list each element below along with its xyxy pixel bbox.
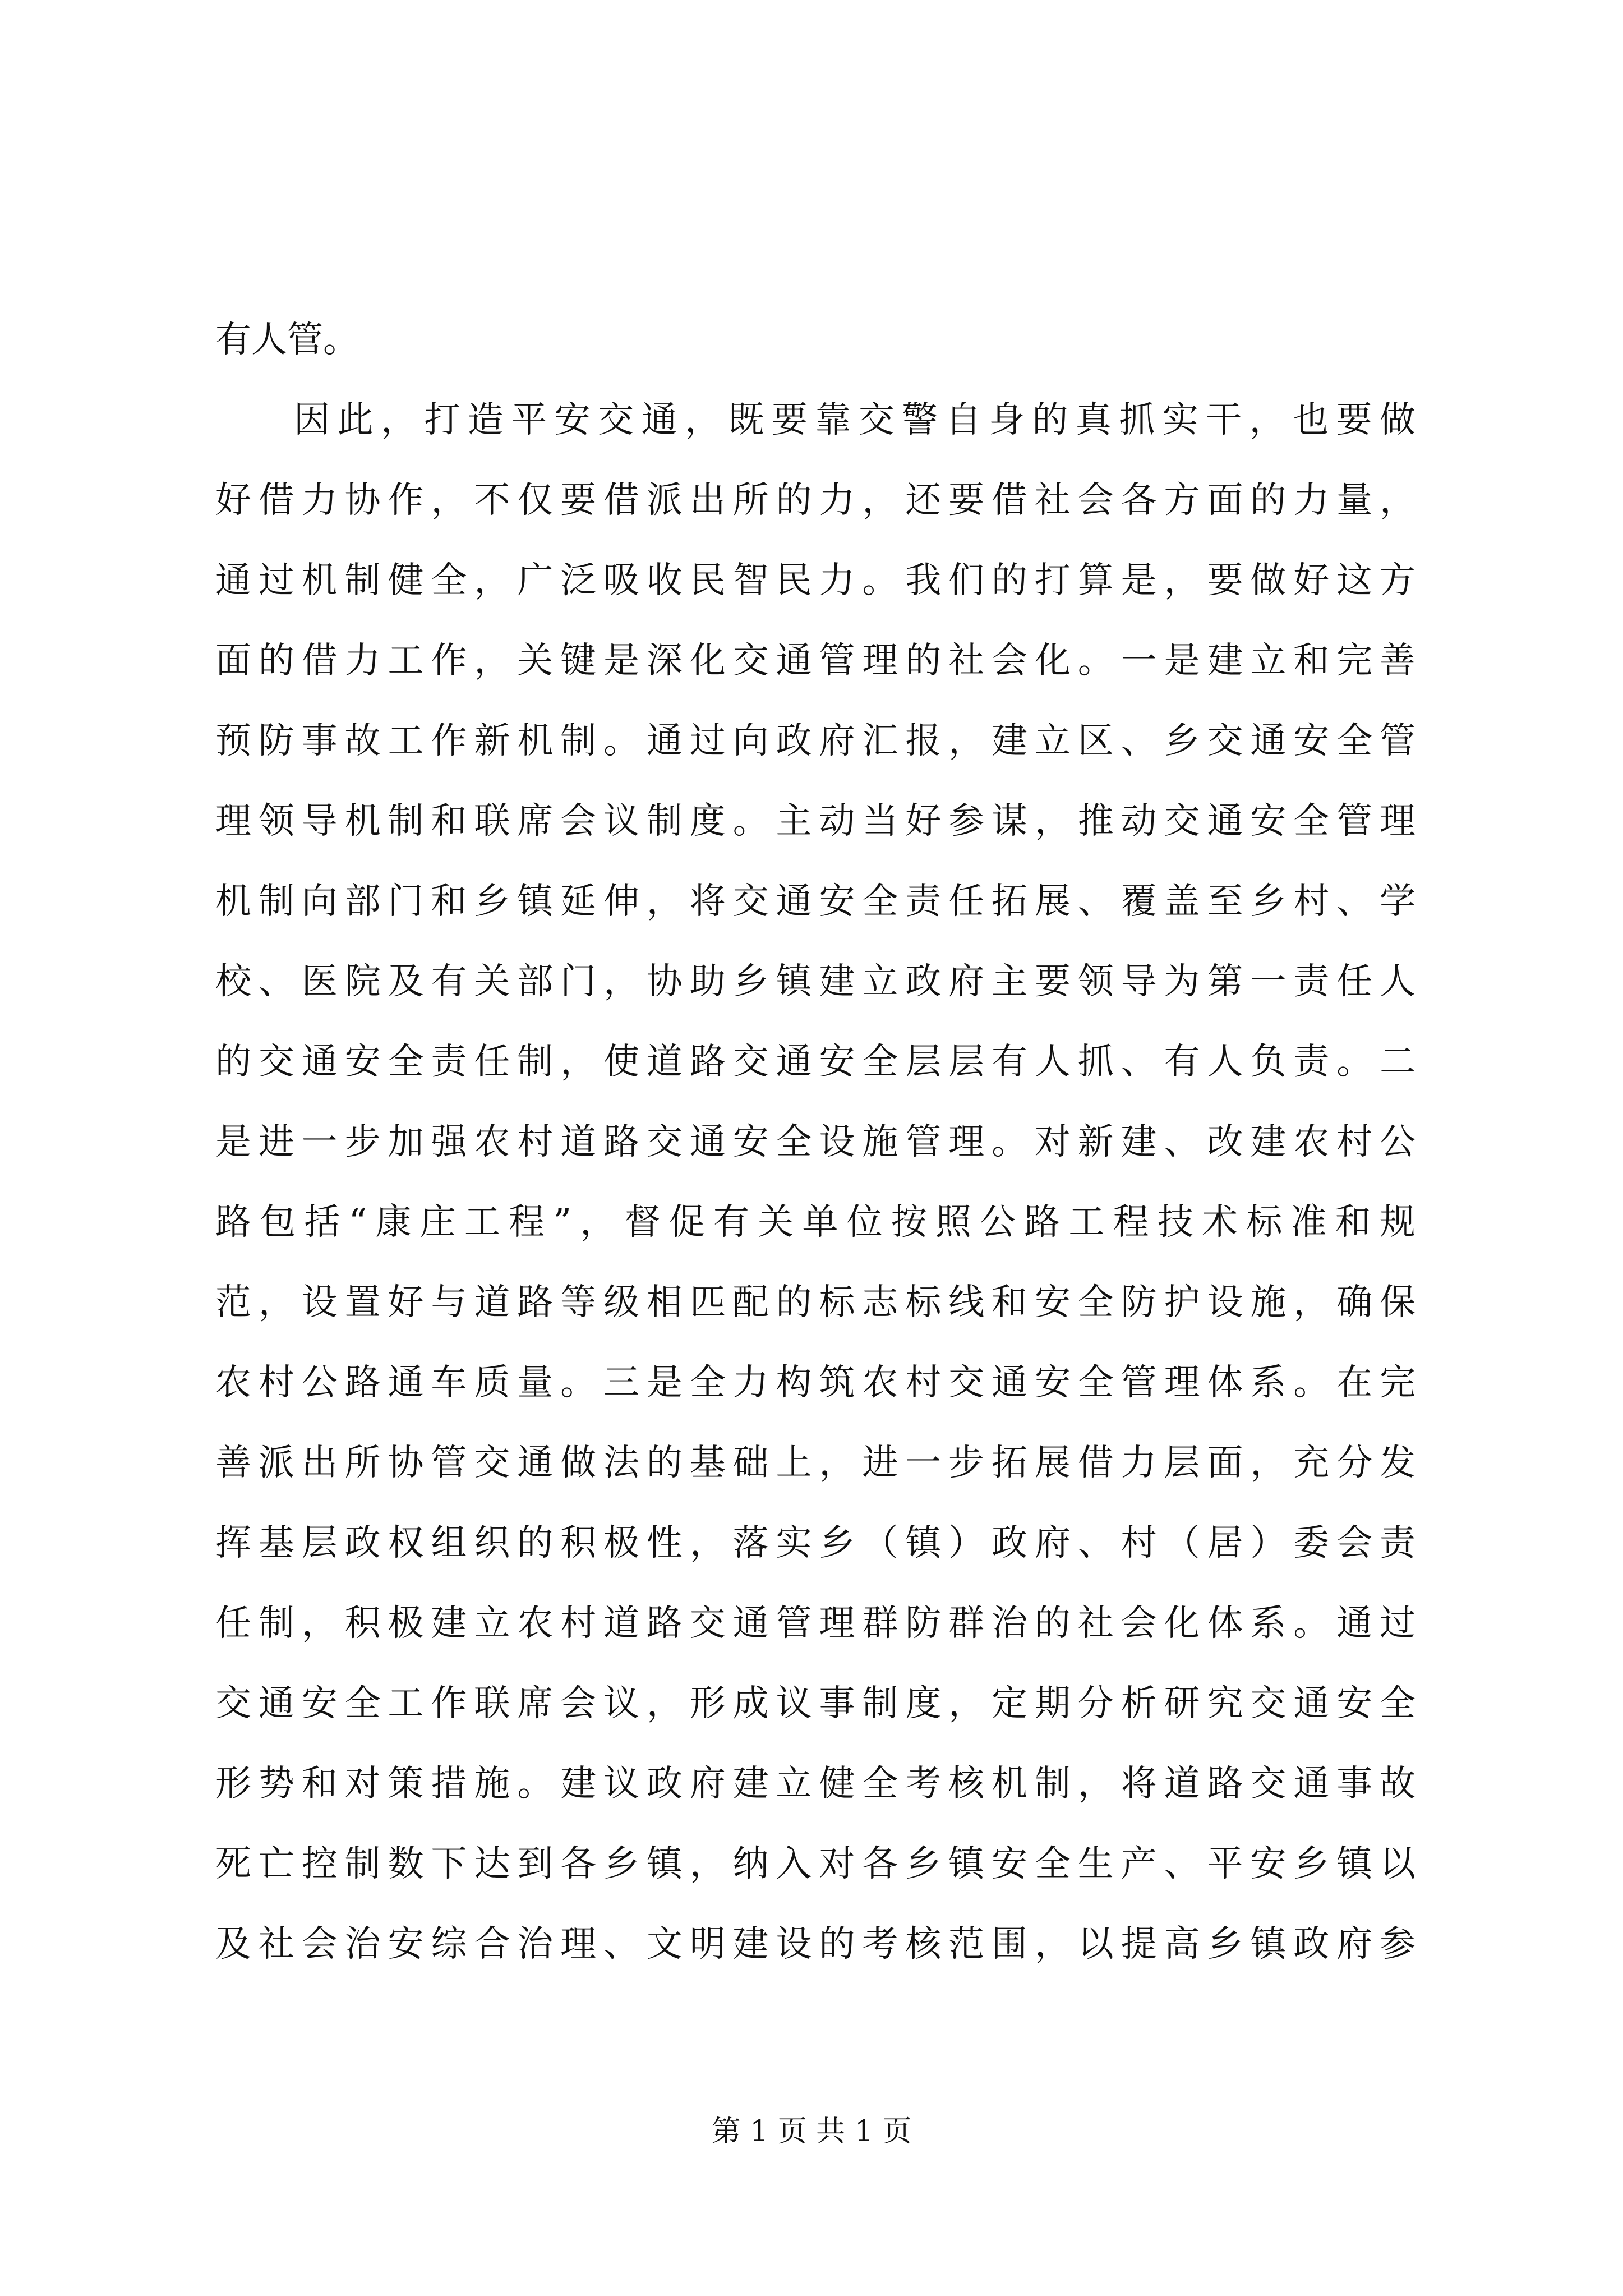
paragraph-2-line-15: 挥基层政权组织的积极性，落实乡（镇）政府、村（居）委会责	[215, 1522, 1415, 1564]
paragraph-2-line-13: 农村公路通车质量。三是全力构筑农村交通安全管理体系。在完	[215, 1362, 1415, 1404]
page-footer	[0, 2109, 1623, 2154]
paragraph-2-line-17: 交通安全工作联席会议，形成议事制度，定期分析研究交通安全	[215, 1683, 1415, 1724]
paragraph-2-line-7: 机制向部门和乡镇延伸，将交通安全责任拓展、覆盖至乡村、学	[215, 881, 1415, 922]
paragraph-2-line-10: 是进一步加强农村道路交通安全设施管理。对新建、改建农村公	[215, 1121, 1415, 1163]
paragraph-2-line-1: 因此，打造平安交通，既要靠交警自身的真抓实干，也要做	[294, 399, 1415, 441]
paragraph-2-line-2: 好借力协作，不仅要借派出所的力，还要借社会各方面的力量，	[215, 480, 1415, 521]
paragraph-2-line-5: 预防事故工作新机制。通过向政府汇报，建立区、乡交通安全管	[215, 720, 1415, 762]
page-number-label: 第 1 页 共 1 页	[711, 2115, 912, 2148]
paragraph-2-line-8: 校、医院及有关部门，协助乡镇建立政府主要领导为第一责任人	[215, 961, 1415, 1002]
paragraph-2-line-18: 形势和对策措施。建议政府建立健全考核机制，将道路交通事故	[215, 1763, 1415, 1805]
paragraph-2-line-16: 任制，积极建立农村道路交通管理群防群治的社会化体系。通过	[215, 1603, 1415, 1644]
paragraph-2-line-12: 范，设置好与道路等级相匹配的标志标线和安全防护设施，确保	[215, 1282, 1415, 1323]
paragraph-2-line-6: 理领导机制和联席会议制度。主动当好参谋，推动交通安全管理	[215, 800, 1415, 842]
paragraph-2-line-14: 善派出所协管交通做法的基础上，进一步拓展借力层面，充分发	[215, 1442, 1415, 1484]
paragraph-2-line-20: 及社会治安综合治理、文明建设的考核范围，以提高乡镇政府参	[215, 1924, 1415, 1965]
paragraph-2-line-9: 的交通安全责任制，使道路交通安全层层有人抓、有人负责。二	[215, 1041, 1415, 1083]
document-body	[215, 300, 1415, 1985]
paragraph-2-line-4: 面的借力工作，关键是深化交通管理的社会化。一是建立和完善	[215, 640, 1415, 682]
paragraph-2-line-3: 通过机制健全，广泛吸收民智民力。我们的打算是，要做好这方	[215, 560, 1415, 601]
paragraph-1-line-1: 有人管。	[215, 319, 359, 361]
paragraph-2-line-19: 死亡控制数下达到各乡镇，纳入对各乡镇安全生产、平安乡镇以	[215, 1843, 1415, 1885]
paragraph-2-line-11: 路包括“康庄工程”，督促有关单位按照公路工程技术标准和规	[215, 1202, 1415, 1243]
